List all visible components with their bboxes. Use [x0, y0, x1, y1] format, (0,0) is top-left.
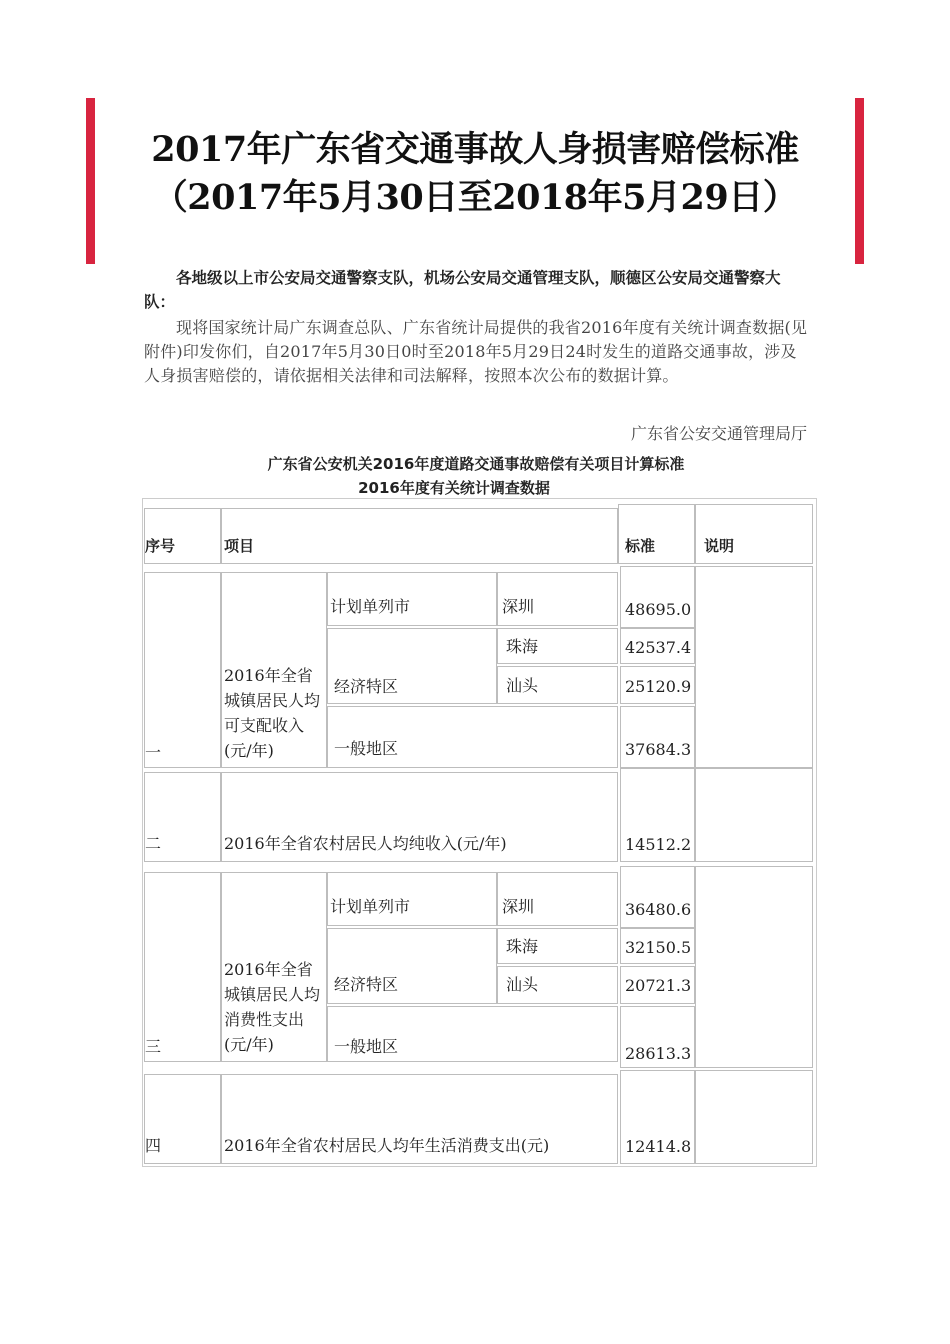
header-seq-label: 序号 — [145, 537, 176, 555]
row2-item-text: 2016年全省农村居民人均纯收入(元/年) — [224, 834, 507, 853]
document-title — [100, 126, 850, 222]
row1-value-shenzhen — [620, 566, 695, 628]
row3-general — [327, 1006, 618, 1062]
row4-seq-text: 四 — [145, 1136, 162, 1155]
row3-value-shantou — [620, 966, 695, 1004]
row4-item-text: 2016年全省农村居民人均年生活消费支出(元) — [224, 1136, 550, 1155]
right-accent-bar — [855, 98, 864, 264]
row3-value-shantou-text: 20721.3 — [625, 976, 692, 995]
row4-seq — [144, 1074, 221, 1164]
row3-shenzhen-text: 深圳 — [502, 897, 535, 916]
row3-shantou — [497, 966, 618, 1004]
row3-zhuhai — [497, 928, 618, 964]
row3-seq-text: 三 — [145, 1037, 162, 1056]
row1-zhuhai — [497, 628, 618, 664]
row4-note — [695, 1070, 813, 1164]
row1-sez-text: 经济特区 — [334, 677, 399, 696]
row1-item — [221, 572, 327, 768]
row3-value-zhuhai — [620, 928, 695, 964]
row3-item — [221, 872, 327, 1062]
row1-value-shantou-text: 25120.9 — [625, 677, 692, 696]
row1-note — [695, 566, 813, 768]
row3-value-zhuhai-text: 32150.5 — [625, 938, 692, 957]
row3-sez-text: 经济特区 — [334, 975, 399, 994]
header-item-label: 项目 — [224, 537, 255, 555]
row2-value — [620, 768, 695, 862]
row4-value — [620, 1070, 695, 1164]
row3-value-shenzhen — [620, 866, 695, 928]
row3-item-text: 2016年全省城镇居民人均消费性支出(元/年) — [224, 960, 321, 1054]
row1-value-general-text: 37684.3 — [625, 740, 692, 759]
row3-note — [695, 866, 813, 1068]
row3-plan-city-text: 计划单列市 — [330, 897, 411, 916]
row1-sez — [327, 628, 497, 704]
table-subtitle: 2016年度有关统计调查数据 — [358, 479, 550, 497]
row3-shenzhen — [497, 872, 618, 926]
row1-shenzhen — [497, 572, 618, 626]
title-line-2: （2017年5月30日至2018年5月29日） — [152, 177, 798, 218]
row1-value-zhuhai — [620, 628, 695, 664]
row1-value-shenzhen-text: 48695.0 — [625, 600, 692, 619]
row4-item — [221, 1074, 618, 1164]
row3-value-general — [620, 1006, 695, 1068]
row1-seq-text: 一 — [145, 743, 162, 762]
row1-general — [327, 706, 618, 768]
table-title: 广东省公安机关2016年度道路交通事故赔偿有关项目计算标准 — [267, 455, 685, 473]
row1-plan-city — [327, 572, 497, 626]
row1-general-text: 一般地区 — [334, 739, 399, 758]
row1-shenzhen-text: 深圳 — [502, 597, 535, 616]
header-item — [221, 508, 618, 564]
row2-note — [695, 768, 813, 862]
row3-general-text: 一般地区 — [334, 1037, 399, 1056]
row3-seq — [144, 872, 221, 1062]
row2-seq-text: 二 — [145, 834, 162, 853]
left-accent-bar — [86, 98, 95, 264]
row1-value-shantou — [620, 666, 695, 704]
row3-plan-city — [327, 872, 497, 926]
row1-value-zhuhai-text: 42537.4 — [625, 638, 692, 657]
row3-value-general-text: 28613.3 — [625, 1044, 692, 1063]
row2-seq — [144, 772, 221, 862]
header-standard — [618, 504, 695, 564]
title-line-1: 2017年广东省交通事故人身损害赔偿标准 — [151, 129, 799, 170]
header-note — [695, 504, 813, 564]
header-seq — [144, 508, 221, 564]
addressee: 各地级以上市公安局交通警察支队，机场公安局交通管理支队，顺德区公安局交通警察大队： — [144, 269, 781, 311]
row1-value-general — [620, 706, 695, 768]
header-note-label: 说明 — [704, 537, 735, 555]
row3-zhuhai-text: 珠海 — [506, 937, 539, 956]
row1-item-text: 2016年全省城镇居民人均可支配收入(元/年) — [224, 666, 321, 760]
row1-zhuhai-text: 珠海 — [506, 637, 539, 656]
signature: 广东省公安交通管理局厅 — [630, 424, 807, 443]
row1-shantou — [497, 666, 618, 704]
row1-shantou-text: 汕头 — [506, 676, 539, 695]
row2-item — [221, 772, 618, 862]
notice-body: 现将国家统计局广东调查总队、广东省统计局提供的我省2016年度有关统计调查数据(见附件)印发你们，自2017年5月30日0时至2018年5月29日24时发生的道路交通事故，涉及人身损害赔偿的，请依据相关法律和司法解释，按照本次公布的数据计算。 — [144, 318, 808, 385]
row2-value-text: 14512.2 — [625, 835, 692, 854]
row3-sez — [327, 928, 497, 1004]
row1-seq — [144, 572, 221, 768]
header-standard-label: 标准 — [625, 537, 656, 555]
row3-shantou-text: 汕头 — [506, 975, 539, 994]
row4-value-text: 12414.8 — [625, 1137, 692, 1156]
row3-value-shenzhen-text: 36480.6 — [625, 900, 692, 919]
row1-plan-city-text: 计划单列市 — [330, 597, 411, 616]
